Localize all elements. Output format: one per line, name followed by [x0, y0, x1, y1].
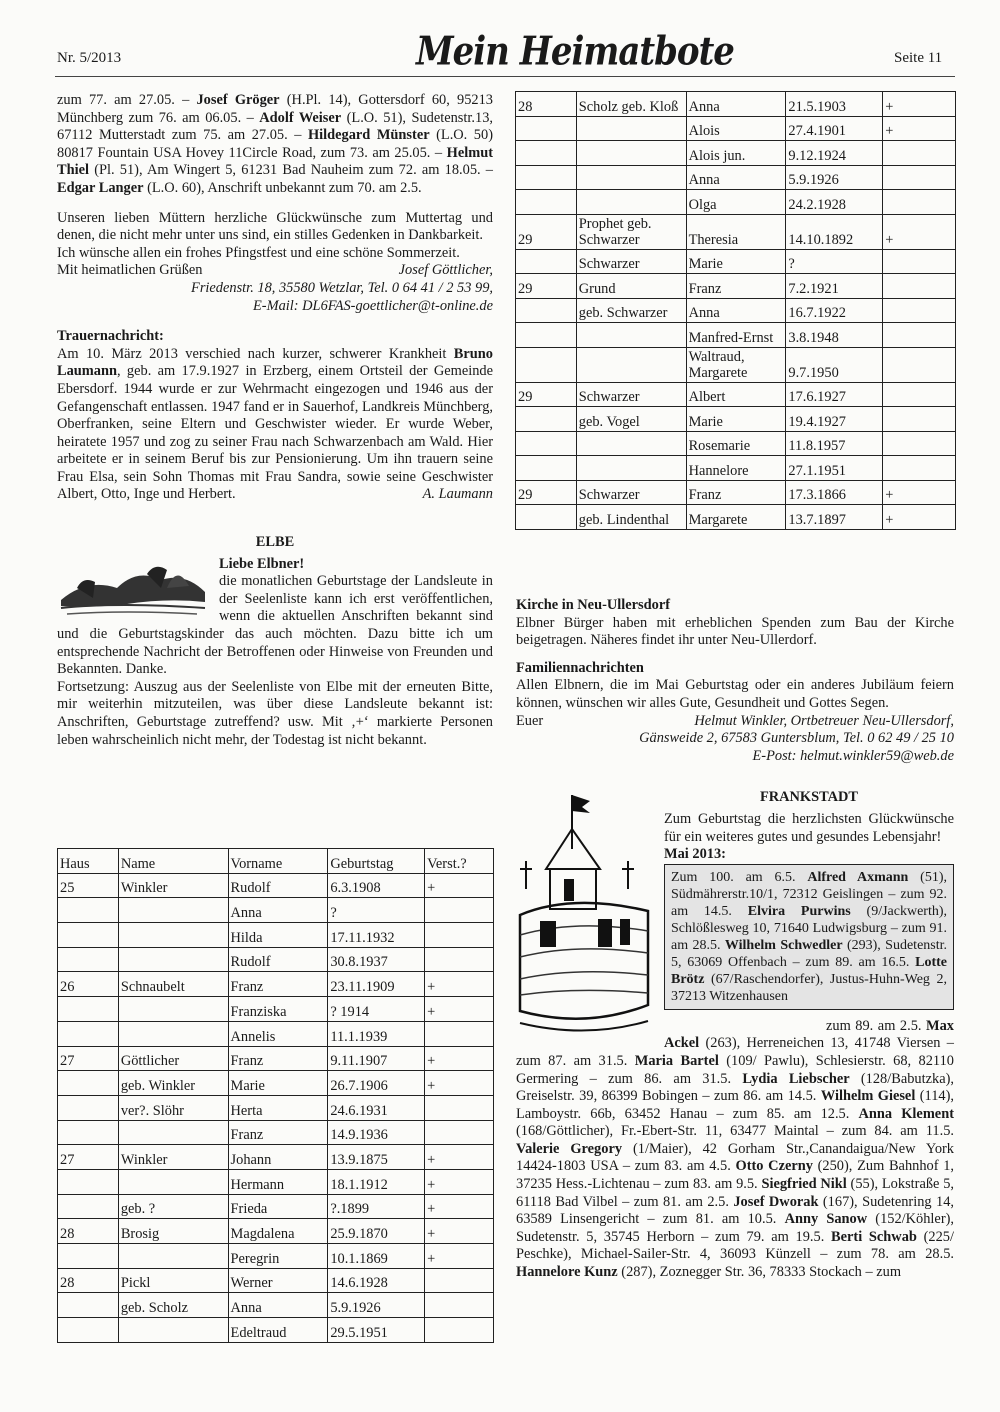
person-name: Wilhelm Schwedler	[724, 937, 843, 953]
table-row	[516, 298, 956, 323]
vorname-cell: Herta	[228, 1095, 328, 1120]
haus-cell: 27	[58, 1145, 119, 1170]
geburtstag-cell: 9.7.1950	[786, 347, 883, 382]
table-row	[516, 92, 956, 117]
vorname-cell: Hilda	[228, 923, 328, 948]
kirche-heading: Kirche in Neu-Ullersdorf	[516, 597, 671, 613]
haus-cell	[516, 116, 577, 141]
header-geburtstag-cell: Geburtstag	[328, 849, 425, 874]
vorname-cell: Marie	[686, 249, 786, 274]
haus-cell	[58, 898, 119, 923]
table-row	[516, 407, 956, 432]
name-cell	[118, 947, 228, 972]
verstorben-cell	[883, 190, 956, 215]
geburtstag-cell: 26.7.1906	[328, 1071, 425, 1096]
geburtstag-cell: 14.9.1936	[328, 1120, 425, 1145]
geburtstag-cell: 27.1.1951	[786, 456, 883, 481]
euer-line	[516, 713, 954, 731]
table-row	[58, 1071, 494, 1096]
vorname-cell: Hermann	[228, 1169, 328, 1194]
vorname-cell: Rudolf	[228, 873, 328, 898]
table-row	[516, 431, 956, 456]
geburtstag-cell: ?	[786, 249, 883, 274]
geburtstag-cell: 29.5.1951	[328, 1318, 425, 1343]
name-cell	[118, 1120, 228, 1145]
haus-cell	[58, 1318, 119, 1343]
geburtstag-cell: 9.11.1907	[328, 1046, 425, 1071]
mai-heading: Mai 2013:	[664, 846, 726, 863]
vorname-cell: Alois	[686, 116, 786, 141]
person-name: Anna Klement	[858, 1105, 954, 1122]
vorname-cell: Marie	[686, 407, 786, 432]
person-name: Hildegard Münster	[307, 127, 430, 144]
table-row	[58, 1145, 494, 1170]
vorname-cell: Theresia	[686, 214, 786, 249]
haus-cell: 28	[58, 1219, 119, 1244]
verstorben-cell: +	[425, 972, 494, 997]
trauer-heading: Trauernachricht:	[57, 328, 164, 345]
person-name: Alfred Axmann	[807, 869, 909, 885]
haus-cell	[58, 1194, 119, 1219]
page-number: Seite 11	[894, 50, 943, 66]
name-cell	[576, 165, 686, 190]
verstorben-cell: +	[425, 1244, 494, 1269]
table-row	[58, 1219, 494, 1244]
haus-cell	[516, 298, 577, 323]
table-row	[516, 456, 956, 481]
vorname-cell: Franz	[228, 972, 328, 997]
verstorben-cell: +	[883, 480, 956, 505]
name-cell	[576, 141, 686, 166]
verstorben-cell	[883, 323, 956, 348]
haus-cell: 25	[58, 873, 119, 898]
vorname-cell: Olga	[686, 190, 786, 215]
table-row	[58, 1120, 494, 1145]
geburtstag-cell: ?.1899	[328, 1194, 425, 1219]
frankstadt-heading: FRANKSTADT	[759, 789, 859, 806]
vorname-cell: Anna	[228, 898, 328, 923]
geburtstag-cell: 18.1.1912	[328, 1169, 425, 1194]
name-cell	[576, 190, 686, 215]
vorname-cell: Peregrin	[228, 1244, 328, 1269]
haus-cell	[58, 947, 119, 972]
name-cell	[576, 347, 686, 382]
haus-cell: 26	[58, 972, 119, 997]
haus-cell	[58, 1021, 119, 1046]
verstorben-cell: +	[883, 92, 956, 117]
person-name: Anny Sanow	[784, 1211, 868, 1228]
table-row	[58, 997, 494, 1022]
name-cell	[576, 456, 686, 481]
verstorben-cell: +	[425, 1169, 494, 1194]
elbe-text: die monatlichen Geburtstage der Landsleute in der Seelenliste kann ich erst veröffentlichen, wenn die aktuellen Anschriften bekannt sind und die Geburtstagskinder das auch möchten. Dazu bitte ich um entsprechende Nachricht der Betroffenen oder Hinweise von Freunden und Bekannten. Danke.	[57, 573, 493, 678]
verstorben-cell	[425, 1293, 494, 1318]
person-name: Adolf Weiser	[259, 109, 342, 126]
pfingst-text: Ich wünsche allen ein frohes Pfingstfest und eine schöne Sommerzeit.	[57, 244, 460, 261]
person-name: Wilhelm Giesel	[820, 1088, 916, 1105]
haus-cell	[516, 407, 577, 432]
person-name: Max Ackel	[664, 1017, 954, 1052]
geburtstag-cell: ? 1914	[328, 997, 425, 1022]
haus-cell	[58, 1244, 119, 1269]
signature-email: E-Mail: DL6FAS-goettlicher@t-online.de	[253, 297, 493, 314]
header-verstorben-cell: Verst.?	[425, 849, 494, 874]
table-row	[516, 214, 956, 249]
header-rule	[55, 76, 955, 77]
vorname-cell: Franz	[686, 274, 786, 299]
verstorben-cell: +	[425, 873, 494, 898]
geburtstag-cell: 17.11.1932	[328, 923, 425, 948]
name-cell: Pickl	[118, 1268, 228, 1293]
table-row	[58, 1046, 494, 1071]
name-cell	[118, 1169, 228, 1194]
haus-cell	[516, 141, 577, 166]
person-name: Josef Dworak	[733, 1193, 819, 1210]
fortsetzung-text: Fortsetzung: Auszug aus der Seelenliste von Elbe mit der erneuten Bitte, mir weiterhin mitzuteilen, was über diese Landsleute bekannt ist: Anschriften, Geburtstage zutreffend? usw. Mit ‚+‘ markierte Personen leben wahrscheinlich nicht mehr, der Todestag ist nicht bekannt.	[57, 678, 493, 748]
name-cell	[118, 1244, 228, 1269]
name-cell	[118, 923, 228, 948]
verstorben-cell: +	[883, 214, 956, 249]
haus-cell: 29	[516, 214, 577, 249]
geburtstag-cell: 21.5.1903	[786, 92, 883, 117]
vorname-cell: Margarete	[686, 505, 786, 530]
vorname-cell: Rosemarie	[686, 431, 786, 456]
vorname-cell: Edeltraud	[228, 1318, 328, 1343]
name-cell: Prophet geb. Schwarzer	[576, 214, 686, 249]
table-row	[516, 165, 956, 190]
haus-cell	[58, 1169, 119, 1194]
vorname-cell: Johann	[228, 1145, 328, 1170]
name-cell: Grund	[576, 274, 686, 299]
geburtstag-cell: 25.9.1870	[328, 1219, 425, 1244]
verstorben-cell	[425, 923, 494, 948]
name-cell	[576, 323, 686, 348]
mothers-day-text: Unseren lieben Müttern herzliche Glückwünsche zum Muttertag und denen, die nicht mehr unter uns sind, ein stilles Gedenken in Dankbarkeit.	[57, 209, 493, 244]
masthead-logo: Mein Heimatbote	[416, 29, 734, 75]
birthday-highlight-box	[664, 864, 954, 1010]
vorname-cell: Franz	[686, 480, 786, 505]
table-row	[58, 947, 494, 972]
haus-cell	[516, 190, 577, 215]
name-cell	[118, 997, 228, 1022]
table-row	[58, 1244, 494, 1269]
geburtstag-cell: 7.2.1921	[786, 274, 883, 299]
haus-cell	[58, 1071, 119, 1096]
box-text: Zum 100. am 6.5. Alfred Axmann (51), Südmährerstr.10/1, 72312 Geislingen – zum 92. am 14.5. Elvira Purwins (9/Jackwerth), Schlößlesweg 10, 71640 Ludwigsburg – zum 91. am 28.5. Wilhelm Schwedler (293), Sudetenstr. 5, 63069 Offenbach – zum 89. am 16.5. Lotte Brötz (67/Raschendorfer), Justus-Huhn-Weg 2, 37213 Witzenhausen	[671, 869, 948, 1004]
geburtstag-cell: 3.8.1948	[786, 323, 883, 348]
name-cell	[118, 898, 228, 923]
name-cell: Schwarzer	[576, 382, 686, 407]
familien-heading: Familiennachrichten	[516, 659, 644, 676]
person-name: Josef Gröger	[196, 92, 280, 108]
table-row	[58, 1095, 494, 1120]
trauer-signature: A. Laumann	[422, 486, 493, 503]
name-cell: geb. Scholz	[118, 1293, 228, 1318]
euer: Euer	[516, 712, 544, 729]
seelenliste-table-right	[515, 91, 956, 530]
header-name-cell: Name	[118, 849, 228, 874]
verstorben-cell: +	[425, 1194, 494, 1219]
name-cell: Brosig	[118, 1219, 228, 1244]
signature-address: Friedenstr. 18, 35580 Wetzlar, Tel. 0 64 41 / 2 53 99,	[191, 279, 493, 296]
name-cell: geb. Lindenthal	[576, 505, 686, 530]
haus-cell	[58, 923, 119, 948]
verstorben-cell	[425, 1120, 494, 1145]
name-cell: Göttlicher	[118, 1046, 228, 1071]
geburtstag-cell: 10.1.1869	[328, 1244, 425, 1269]
verstorben-cell	[883, 274, 956, 299]
geburtstag-cell: ?	[328, 898, 425, 923]
winkler-email: E-Post: helmut.winkler59@web.de	[752, 747, 954, 764]
geburtstag-cell: 27.4.1901	[786, 116, 883, 141]
elbe-greeting: Liebe Elbner!	[219, 555, 305, 572]
issue-number: Nr. 5/2013	[57, 50, 122, 66]
vorname-cell: Franziska	[228, 997, 328, 1022]
haus-cell	[516, 431, 577, 456]
verstorben-cell	[425, 1021, 494, 1046]
table-row	[516, 505, 956, 530]
vorname-cell: Frieda	[228, 1194, 328, 1219]
table-row	[516, 190, 956, 215]
verstorben-cell	[883, 249, 956, 274]
person-name: Maria Bartel	[634, 1052, 719, 1069]
verstorben-cell	[883, 298, 956, 323]
vorname-cell: Anna	[686, 165, 786, 190]
vorname-cell: Anna	[228, 1293, 328, 1318]
person-name: Edgar Langer	[57, 179, 144, 196]
signature-name: Josef Göttlicher,	[398, 262, 493, 279]
verstorben-cell	[425, 898, 494, 923]
table-row	[58, 1268, 494, 1293]
name-cell: geb. Winkler	[118, 1071, 228, 1096]
name-cell: Schwarzer	[576, 249, 686, 274]
vorname-cell: Albert	[686, 382, 786, 407]
verstorben-cell: +	[883, 116, 956, 141]
haus-cell	[58, 1120, 119, 1145]
vorname-cell: Rudolf	[228, 947, 328, 972]
verstorben-cell: +	[425, 1046, 494, 1071]
haus-cell	[516, 249, 577, 274]
birthday-continuation: zum 89. am 2.5. Max Ackel (263), Herreneichen 13, 41748 Viersen – zum 87. am 31.5. Maria Bartel (109/ Pawlu), Schlesierstr. 68, 82110 Germering – zum 86. am 31.5. Lydia Liebscher (128/Babutzka), Greiselstr. 39, 86399 Bobingen – zum 86. am 14.5. Wilhelm Giesel (114), Lamboystr. 66b, 63452 Hanau – zum 85. am 12.5. Anna Klement (168/Göttlicher), Fr.-Ebert-Str. 11, 63477 Maintal – zum 84. am 11.5. Valerie Gregory (1/Maier), 42 Gorham Str.,Canandaigua/New York 14424-1803 USA – zum 83. am 4.5. Otto Czerny (250), Zum Bahnhof 1, 37235 Hess.-Lichtenau – zum 83. am 9.5. Siegfried Nikl (55), Lokstraße 5, 61118 Bad Vilbel – zum 81. am 2.5. Josef Dworak (167), Sudetenring 14, 63589 Linsengericht – zum 81. am 10.5. Anny Sanow (152/Köhler), Sudetenstr. 5, 35745 Herborn – zum 79. am 19.5. Berti Schwab (225/ Peschke), Michael-Sailer-Str. 4, 36093 Künzell – zum 78. am 28.5. Hannelore Kunz (287), Zoznegger Str. 36, 78333 Stockach – zum	[516, 1017, 955, 1281]
landscape-illustration	[57, 558, 215, 620]
verstorben-cell	[425, 947, 494, 972]
table-row	[58, 873, 494, 898]
geburtstag-cell: 17.3.1866	[786, 480, 883, 505]
right-column	[516, 597, 954, 1282]
geburtstag-cell: 17.6.1927	[786, 382, 883, 407]
person-name: Berti Schwab	[831, 1228, 917, 1245]
name-cell: geb. Vogel	[576, 407, 686, 432]
person-name: Helmut Thiel	[57, 144, 493, 179]
person-name: Valerie Gregory	[516, 1140, 623, 1157]
table-row	[516, 249, 956, 274]
haus-cell: 27	[58, 1046, 119, 1071]
haus-cell	[58, 1293, 119, 1318]
haus-cell	[516, 323, 577, 348]
vorname-cell: Magdalena	[228, 1219, 328, 1244]
table-header-row	[58, 849, 494, 874]
frankstadt-text: Zum Geburtstag die herzlichsten Glückwünsche für ein weiteres gutes und gesundes Lebensjahr!	[664, 810, 954, 845]
geburtstag-cell: 11.8.1957	[786, 431, 883, 456]
geburtstag-cell: 30.8.1937	[328, 947, 425, 972]
name-cell: Winkler	[118, 1145, 228, 1170]
geburtstag-cell: 23.11.1909	[328, 972, 425, 997]
name-cell: geb. ?	[118, 1194, 228, 1219]
vorname-cell: Waltraud, Margarete	[686, 347, 786, 382]
table-row	[516, 274, 956, 299]
haus-cell	[516, 347, 577, 382]
haus-cell	[58, 997, 119, 1022]
verstorben-cell	[425, 1318, 494, 1343]
geburtstag-cell: 24.2.1928	[786, 190, 883, 215]
left-column	[57, 92, 493, 749]
vorname-cell: Anna	[686, 298, 786, 323]
haus-cell: 28	[58, 1268, 119, 1293]
vorname-cell: Franz	[228, 1120, 328, 1145]
name-cell: Schnaubelt	[118, 972, 228, 997]
person-name: Elvira Purwins	[747, 903, 851, 919]
geburtstag-cell: 19.4.1927	[786, 407, 883, 432]
haus-cell	[58, 1095, 119, 1120]
table-row	[58, 1169, 494, 1194]
verstorben-cell: +	[425, 997, 494, 1022]
vorname-cell: Hannelore	[686, 456, 786, 481]
verstorben-cell	[883, 141, 956, 166]
winkler-address: Gänsweide 2, 67583 Guntersblum, Tel. 0 62 49 / 25 10	[639, 730, 954, 747]
trauer-text	[57, 346, 493, 504]
table-row	[58, 1318, 494, 1343]
verstorben-cell	[883, 431, 956, 456]
geburtstag-cell: 5.9.1926	[328, 1293, 425, 1318]
vorname-cell: Werner	[228, 1268, 328, 1293]
header-haus-cell: Haus	[58, 849, 119, 874]
geburtstag-cell: 24.6.1931	[328, 1095, 425, 1120]
vorname-cell: Annelis	[228, 1021, 328, 1046]
table-row	[516, 480, 956, 505]
table-row	[58, 972, 494, 997]
verstorben-cell	[425, 1268, 494, 1293]
name-cell: Winkler	[118, 873, 228, 898]
verstorben-cell: +	[425, 1145, 494, 1170]
familien-text: Allen Elbnern, die im Mai Geburtstag oder ein anderes Jubiläum feiern können, wünschen wir alles Gute, Gesundheit und Gottes Segen.	[516, 677, 954, 711]
table-row	[58, 1194, 494, 1219]
table-row	[58, 1021, 494, 1046]
name-cell: Schwarzer	[576, 480, 686, 505]
haus-cell: 28	[516, 92, 577, 117]
table-row	[58, 1293, 494, 1318]
verstorben-cell: +	[425, 1071, 494, 1096]
verstorben-cell: +	[425, 1219, 494, 1244]
table-row	[516, 382, 956, 407]
birthday-intro: zum 77. am 27.05. – Josef Gröger (H.Pl. 14), Gottersdorf 60, 95213 Münchberg zum 76. am 06.05. – Adolf Weiser (L.O. 51), Sudetenstr.13, 67112 Mutterstadt zum 75. am 27.05. – Hildegard Münster (L.O. 50) 80817 Fountain USA Hovey 11Circle Road, zum 73. am 25.05. – Helmut Thiel (Pl. 51), Am Wingert 5, 61231 Bad Nauheim zum 72. am 18.05. – Edgar Langer (L.O. 60), Anschrift unbekannt zum 70. am 2.5.	[57, 92, 493, 196]
greeting: Mit heimatlichen Grüßen	[57, 262, 203, 279]
name-cell	[118, 1318, 228, 1343]
verstorben-cell	[883, 407, 956, 432]
verstorben-cell	[883, 165, 956, 190]
geburtstag-cell: 16.7.1922	[786, 298, 883, 323]
vorname-cell: Manfred-Ernst	[686, 323, 786, 348]
table-row	[516, 323, 956, 348]
name-cell	[118, 1021, 228, 1046]
vorname-cell: Marie	[228, 1071, 328, 1096]
trauer-body: Am 10. März 2013 verschied nach kurzer, schwerer Krankheit Bruno Laumann, geb. am 17.9.1927 in Erzberg, einem Ortsteil der Gemeinde Ebersdorf. 1944 wurde er zur Wehrmacht eingezogen und 1946 aus der Gefangenschaft entlassen. 1947 fand er in Sauerhof, Landkreis Münchberg, Oberfranken, seine Eltern und Geschwister wieder. Er wurde Weber, heiratete 1957 und zog zu seiner Frau nach Schwarzenbach am Wald. Hier arbeitete er in seinem Beruf bis zur Pensionierung. Um ihn trauern seine Frau Elsa, sein Sohn Thomas mit Frau Sandra, sowie seine Geschwister Albert, Otto, Inge und Herbert.	[57, 345, 493, 503]
haus-cell	[516, 505, 577, 530]
geburtstag-cell: 9.12.1924	[786, 141, 883, 166]
name-cell: ver?. Slöhr	[118, 1095, 228, 1120]
verstorben-cell	[883, 456, 956, 481]
person-name: Otto Czerny	[735, 1158, 813, 1175]
geburtstag-cell: 13.7.1897	[786, 505, 883, 530]
geburtstag-cell: 5.9.1926	[786, 165, 883, 190]
haus-cell	[516, 456, 577, 481]
name-cell	[576, 116, 686, 141]
page-header	[0, 0, 1000, 80]
haus-cell: 29	[516, 480, 577, 505]
verstorben-cell	[883, 347, 956, 382]
winkler-signature: Helmut Winkler, Ortbetreuer Neu-Ullersdorf,	[694, 712, 954, 729]
haus-cell: 29	[516, 274, 577, 299]
castle-illustration	[516, 789, 656, 1049]
table-row	[516, 347, 956, 382]
name-cell: geb. Schwarzer	[576, 298, 686, 323]
greeting-line	[57, 262, 493, 280]
elbe-heading: ELBE	[255, 534, 295, 551]
geburtstag-cell: 14.10.1892	[786, 214, 883, 249]
person-name: Bruno Laumann	[57, 345, 493, 380]
header-vorname-cell: Vorname	[228, 849, 328, 874]
haus-cell	[516, 165, 577, 190]
geburtstag-cell: 14.6.1928	[328, 1268, 425, 1293]
geburtstag-cell: 11.1.1939	[328, 1021, 425, 1046]
seelenliste-table-left	[57, 848, 494, 1343]
table-row	[516, 116, 956, 141]
person-name: Lydia Liebscher	[742, 1070, 850, 1087]
vorname-cell: Anna	[686, 92, 786, 117]
geburtstag-cell: 13.9.1875	[328, 1145, 425, 1170]
person-name: Lotte Brötz	[671, 954, 947, 987]
person-name: Siegfried Nikl	[761, 1176, 847, 1193]
name-cell: Scholz geb. Kloß	[576, 92, 686, 117]
geburtstag-cell: 6.3.1908	[328, 873, 425, 898]
haus-cell: 29	[516, 382, 577, 407]
vorname-cell: Alois jun.	[686, 141, 786, 166]
verstorben-cell	[425, 1095, 494, 1120]
table-row	[58, 898, 494, 923]
kirche-text: Elbner Bürger haben mit erheblichen Spenden zum Bau der Kirche beigetragen. Näheres findet ihr unter Neu-Ullerdorf.	[516, 614, 954, 649]
person-name: Hannelore Kunz	[516, 1264, 618, 1281]
table-row	[58, 923, 494, 948]
verstorben-cell	[883, 382, 956, 407]
name-cell	[576, 431, 686, 456]
verstorben-cell: +	[883, 505, 956, 530]
vorname-cell: Franz	[228, 1046, 328, 1071]
table-row	[516, 141, 956, 166]
